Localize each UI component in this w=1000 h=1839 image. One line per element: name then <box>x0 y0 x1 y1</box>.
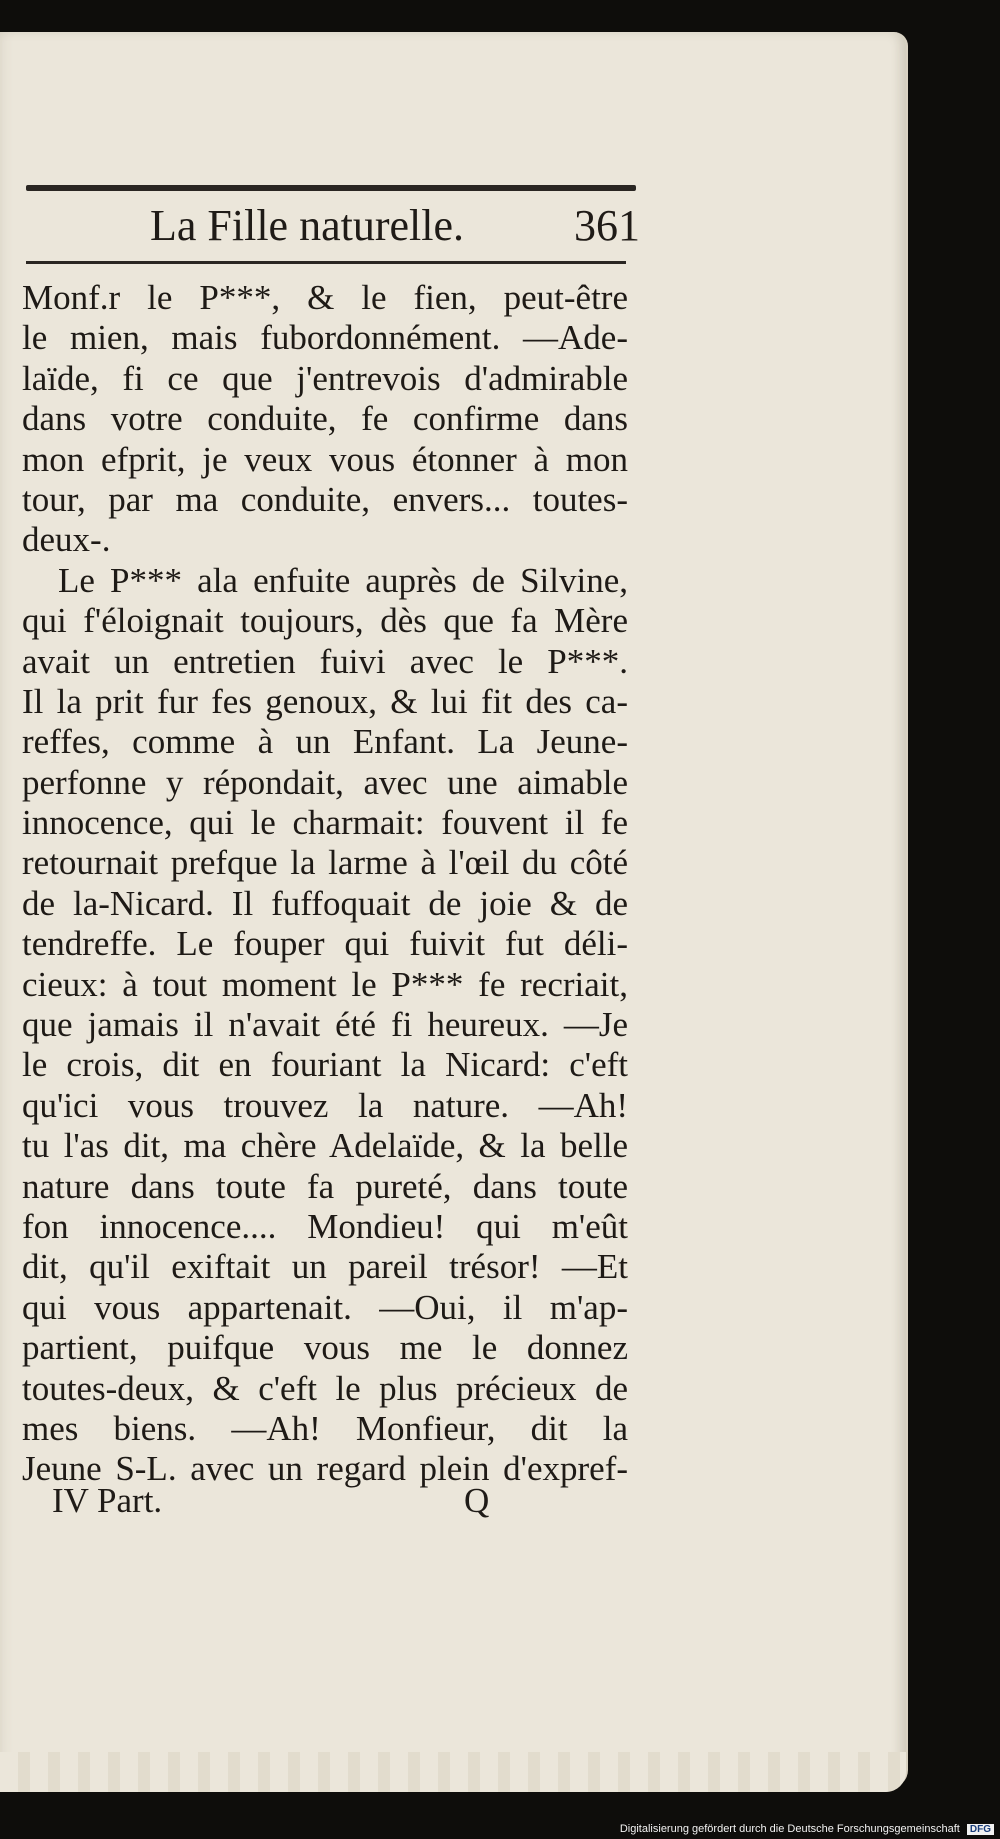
top-rule <box>26 185 636 191</box>
signature-mark: IV Part. <box>52 1481 163 1520</box>
text-line: Monf.r le P***, & le fien, peut-être <box>22 278 628 317</box>
text-line: tour, par ma conduite, envers... toutes- <box>22 479 628 519</box>
credit-text: Digitalisierung gefördert durch die Deutsche Forschungsgemeinschaft <box>619 1823 960 1835</box>
text-line: mon efprit, je veux vous étonner à mon <box>22 439 628 479</box>
body-text <box>22 278 628 1490</box>
text-line: qui f'éloignait toujours, dès que fa Mère <box>22 601 628 641</box>
digitization-credit <box>620 1823 994 1835</box>
text-line: Le P*** ala enfuite auprès de Silvine, <box>58 560 628 600</box>
text-line: mes biens. —Ah! Monfieur, dit la <box>22 1408 628 1448</box>
text-line: que jamais il n'avait été fi heureux. —Je <box>22 1005 628 1045</box>
text-line: Il la prit fur fes genoux, & lui fit des ca- <box>22 681 628 721</box>
page-edge <box>0 1752 906 1792</box>
header-rule <box>26 261 626 264</box>
text-line: de la-Nicard. Il fuffoquait de joie & de <box>22 883 628 923</box>
text-line: tu l'as dit, ma chère Adelaïde, & la belle <box>22 1126 628 1166</box>
text-line: Jeune S-L. avec un regard plein d'expref- <box>22 1449 628 1489</box>
page-number: 361 <box>574 201 640 250</box>
text-line: qu'ici vous trouvez la nature. —Ah! <box>22 1085 628 1125</box>
text-line: le mien, mais fubordonnément. —Ade- <box>22 318 628 358</box>
running-title: La Fille naturelle. <box>150 201 464 250</box>
text-line: cieux: à tout moment le P*** fe recriait, <box>22 964 628 1004</box>
dfg-logo: DFG <box>967 1824 994 1835</box>
text-line: reffes, comme à un Enfant. La Jeune- <box>22 722 628 762</box>
text-line: tendreffe. Le fouper qui fuivit fut déli- <box>22 924 628 964</box>
text-line: nature dans toute fa pureté, dans toute <box>22 1166 628 1206</box>
text-line: avait un entretien fuivi avec le P***. <box>22 641 628 681</box>
text-line: qui vous appartenait. —Oui, il m'ap- <box>22 1287 628 1327</box>
text-line: deux-. <box>22 520 111 560</box>
text-line: partient, puifque vous me le donnez <box>22 1328 628 1368</box>
page-footer <box>52 1478 512 1524</box>
text-line: le crois, dit en fouriant la Nicard: c'eft <box>22 1045 628 1085</box>
running-head <box>150 198 640 254</box>
text-line: toutes-deux, & c'eft le plus précieux de <box>22 1368 628 1408</box>
text-line: perfonne y répondait, avec une aimable <box>22 762 628 802</box>
catchword: Q <box>464 1481 490 1520</box>
text-line: dit, qu'il exiftait un pareil trésor! —Et <box>22 1247 628 1287</box>
text-line: dans votre conduite, fe confirme dans <box>22 399 628 439</box>
text-line: innocence, qui le charmait: fouvent il fe <box>22 803 628 843</box>
text-line: laïde, fi ce que j'entrevois d'admirable <box>22 358 628 398</box>
text-line: fon innocence.... Mondieu! qui m'eût <box>22 1206 628 1246</box>
text-line: retournait prefque la larme à l'œil du côté <box>22 843 628 883</box>
